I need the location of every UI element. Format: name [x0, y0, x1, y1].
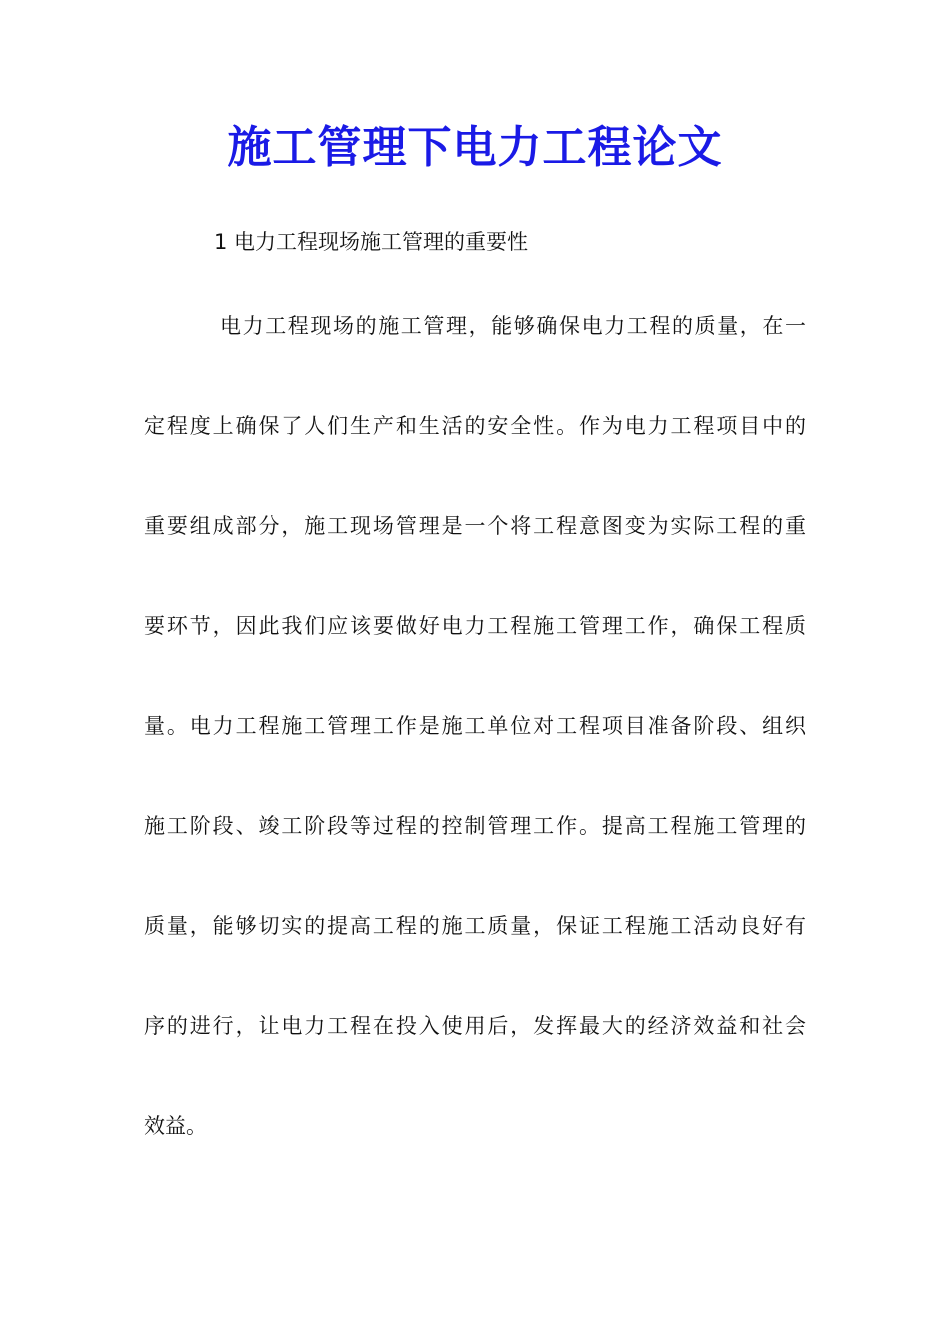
body-paragraph: [144, 306, 806, 1206]
paragraph-line: 量。电力工程施工管理工作是施工单位对工程项目准备阶段、组织: [144, 714, 806, 738]
paragraph-line: 定程度上确保了人们生产和生活的安全性。作为电力工程项目中的: [144, 414, 806, 438]
paragraph-line: 要环节，因此我们应该要做好电力工程施工管理工作，确保工程质: [144, 614, 806, 638]
paragraph-line: 施工阶段、竣工阶段等过程的控制管理工作。提高工程施工管理的: [144, 814, 806, 838]
section-heading: 1 电力工程现场施工管理的重要性: [214, 230, 529, 254]
document-title: 施工管理下电力工程论文: [227, 122, 723, 173]
paragraph-line: 重要组成部分，施工现场管理是一个将工程意图变为实际工程的重: [144, 514, 806, 538]
paragraph-line: 序的进行，让电力工程在投入使用后，发挥最大的经济效益和社会: [144, 1014, 806, 1038]
paragraph-line: 电力工程现场的施工管理，能够确保电力工程的质量，在一: [220, 314, 806, 338]
paragraph-line: 效益。: [144, 1114, 207, 1138]
paragraph-line: 质量，能够切实的提高工程的施工质量，保证工程施工活动良好有: [144, 914, 806, 938]
